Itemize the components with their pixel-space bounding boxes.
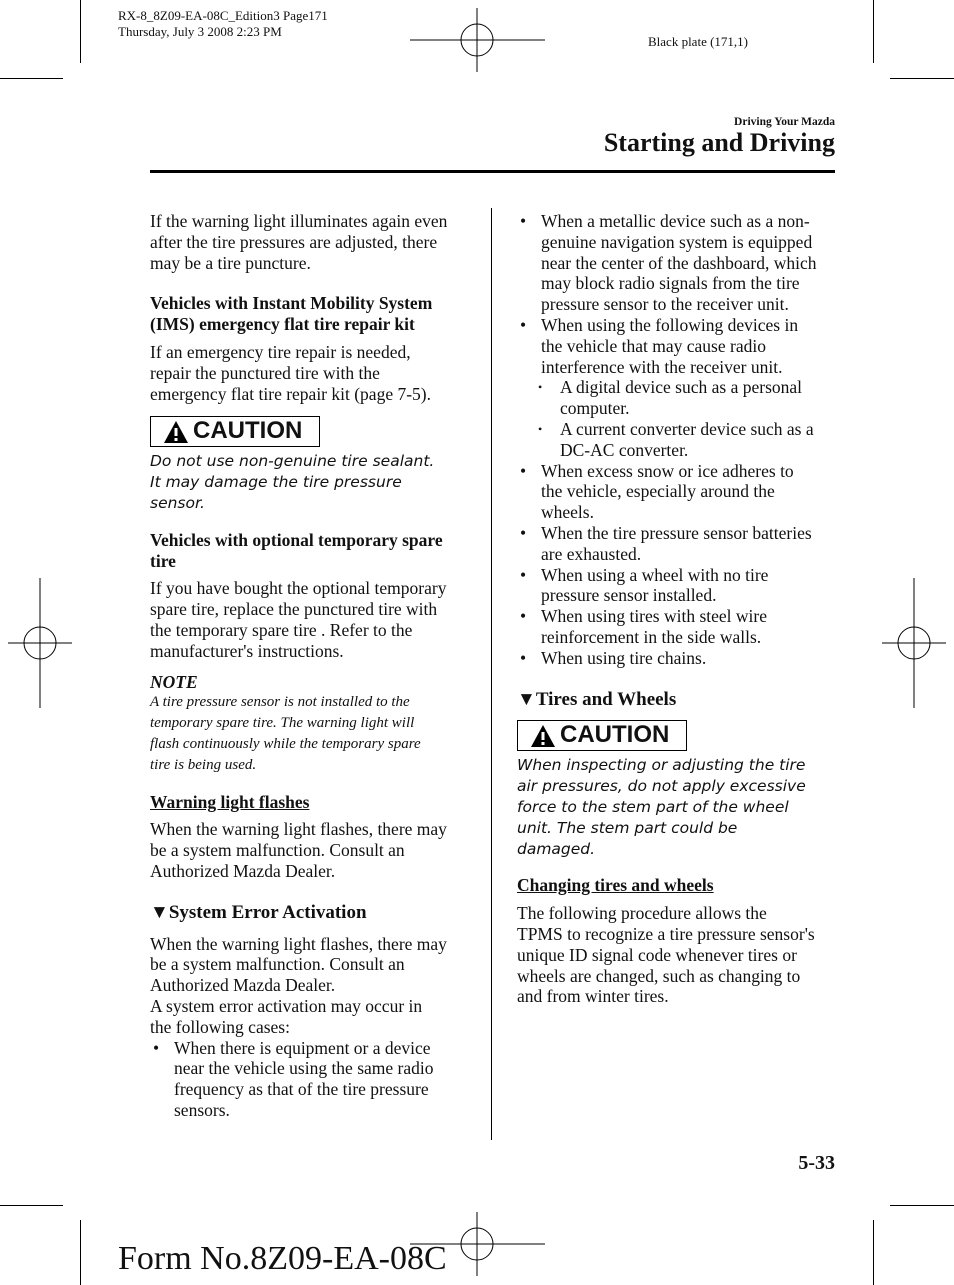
page-number: 5-33 <box>798 1152 835 1174</box>
crop-mark <box>873 0 874 63</box>
left-column <box>150 211 480 1121</box>
system-error-paragraph: When the warning light flashes, there may be a system malfunction. Consult an Authorized Mazda Dealer. A system error activation may occur in the following cases: <box>150 933 447 1037</box>
intro-paragraph: If the warning light illuminates again even after the tire pressures are adjusted, there may be a tire puncture. <box>150 211 448 273</box>
caution-box <box>517 720 687 751</box>
warning-triangle-icon <box>163 420 189 444</box>
sub-list-item: • A current converter device such as a DC-AC converter. <box>538 418 814 460</box>
ims-paragraph: If an emergency tire repair is needed, repair the punctured tire with the emergency flat tire repair kit (page 7-5). <box>150 341 431 404</box>
crop-mark <box>80 1220 81 1285</box>
triangle-down-icon: ▼ <box>150 901 169 923</box>
print-date-line: Thursday, July 3 2008 2:23 PM <box>118 24 282 39</box>
changing-heading: Changing tires and wheels <box>517 875 714 896</box>
spare-paragraph: If you have bought the optional temporary spare tire, replace the punctured tire with the temporary spare tire . Refer to the manufacturer's instructions. <box>150 578 447 661</box>
plate-label: Black plate (171,1) <box>648 34 748 49</box>
print-file-line: RX-8_8Z09-EA-08C_Edition3 Page171 <box>118 8 328 23</box>
list-item: • When there is equipment or a device near the vehicle using the same radio frequency as that of the tire pressure sensors. <box>153 1037 434 1120</box>
list-item: • When using tires with steel wire reinforcement in the side walls. <box>520 606 767 647</box>
crop-mark <box>0 78 63 79</box>
registration-mark-top <box>410 8 545 72</box>
ims-heading: Vehicles with Instant Mobility System (IMS) emergency flat tire repair kit <box>150 293 433 335</box>
caution-text: Do not use non-genuine tire sealant. It may damage the tire pressure sensor. <box>150 452 435 512</box>
changing-paragraph: The following procedure allows the TPMS to recognize a tire pressure sensor's unique ID signal code whenever tires or wheels are changed, such as changing to and from winter tires. <box>517 903 815 1007</box>
crop-mark <box>890 78 954 79</box>
form-number: Form No.8Z09-EA-08C <box>118 1240 447 1277</box>
crop-mark <box>873 1220 874 1285</box>
caution-text: When inspecting or adjusting the tire air pressures, do not apply excessive force to the stem part of the wheel unit. The stem part could be damaged. <box>517 756 806 858</box>
note-label: NOTE <box>150 671 198 692</box>
registration-mark-left <box>8 578 72 708</box>
warning-flashes-paragraph: When the warning light flashes, there may be a system malfunction. Consult an Authorized Mazda Dealer. <box>150 819 447 881</box>
crop-mark <box>890 1205 954 1206</box>
right-column <box>517 211 837 1007</box>
list-item: • When a metallic device such as a non- genuine navigation system is equipped near the center of the dashboard, which may block radio signals from the tire pressure sensor to the receiver unit. <box>520 211 817 315</box>
crop-mark <box>0 1205 63 1206</box>
note-text: A tire pressure sensor is not installed to the temporary spare tire. The warning light will flash continuously while the temporary spare tire is being used. <box>150 694 421 773</box>
section-label: Driving Your Mazda <box>734 116 835 128</box>
tires-wheels-heading: ▼Tires and Wheels <box>517 688 677 710</box>
caution-box <box>150 416 320 447</box>
header-rule <box>150 170 835 173</box>
warning-triangle-icon <box>530 724 556 748</box>
sub-list-item: • A digital device such as a personal computer. <box>538 377 803 419</box>
triangle-down-icon: ▼ <box>517 688 536 710</box>
list-item: • When the tire pressure sensor batteries are exhausted. <box>520 522 812 564</box>
crop-mark <box>80 0 81 63</box>
list-item: • When using a wheel with no tire pressure sensor installed. <box>520 564 769 606</box>
list-item: • When excess snow or ice adheres to the vehicle, especially around the wheels. <box>520 460 794 523</box>
spare-heading: Vehicles with optional temporary spare tire <box>150 529 443 571</box>
caution-label: CAUTION <box>560 721 670 749</box>
column-divider <box>491 208 492 1140</box>
print-file-info <box>118 8 328 40</box>
system-error-heading: ▼System Error Activation <box>150 901 367 923</box>
page-title: Starting and Driving <box>603 128 835 157</box>
list-item: • When using tire chains. <box>520 647 707 668</box>
warning-flashes-heading: Warning light flashes <box>150 791 310 812</box>
caution-label: CAUTION <box>193 417 303 445</box>
registration-mark-right <box>882 578 946 708</box>
list-item: • When using the following devices in the vehicle that may cause radio interference with the receiver unit. <box>520 314 799 377</box>
